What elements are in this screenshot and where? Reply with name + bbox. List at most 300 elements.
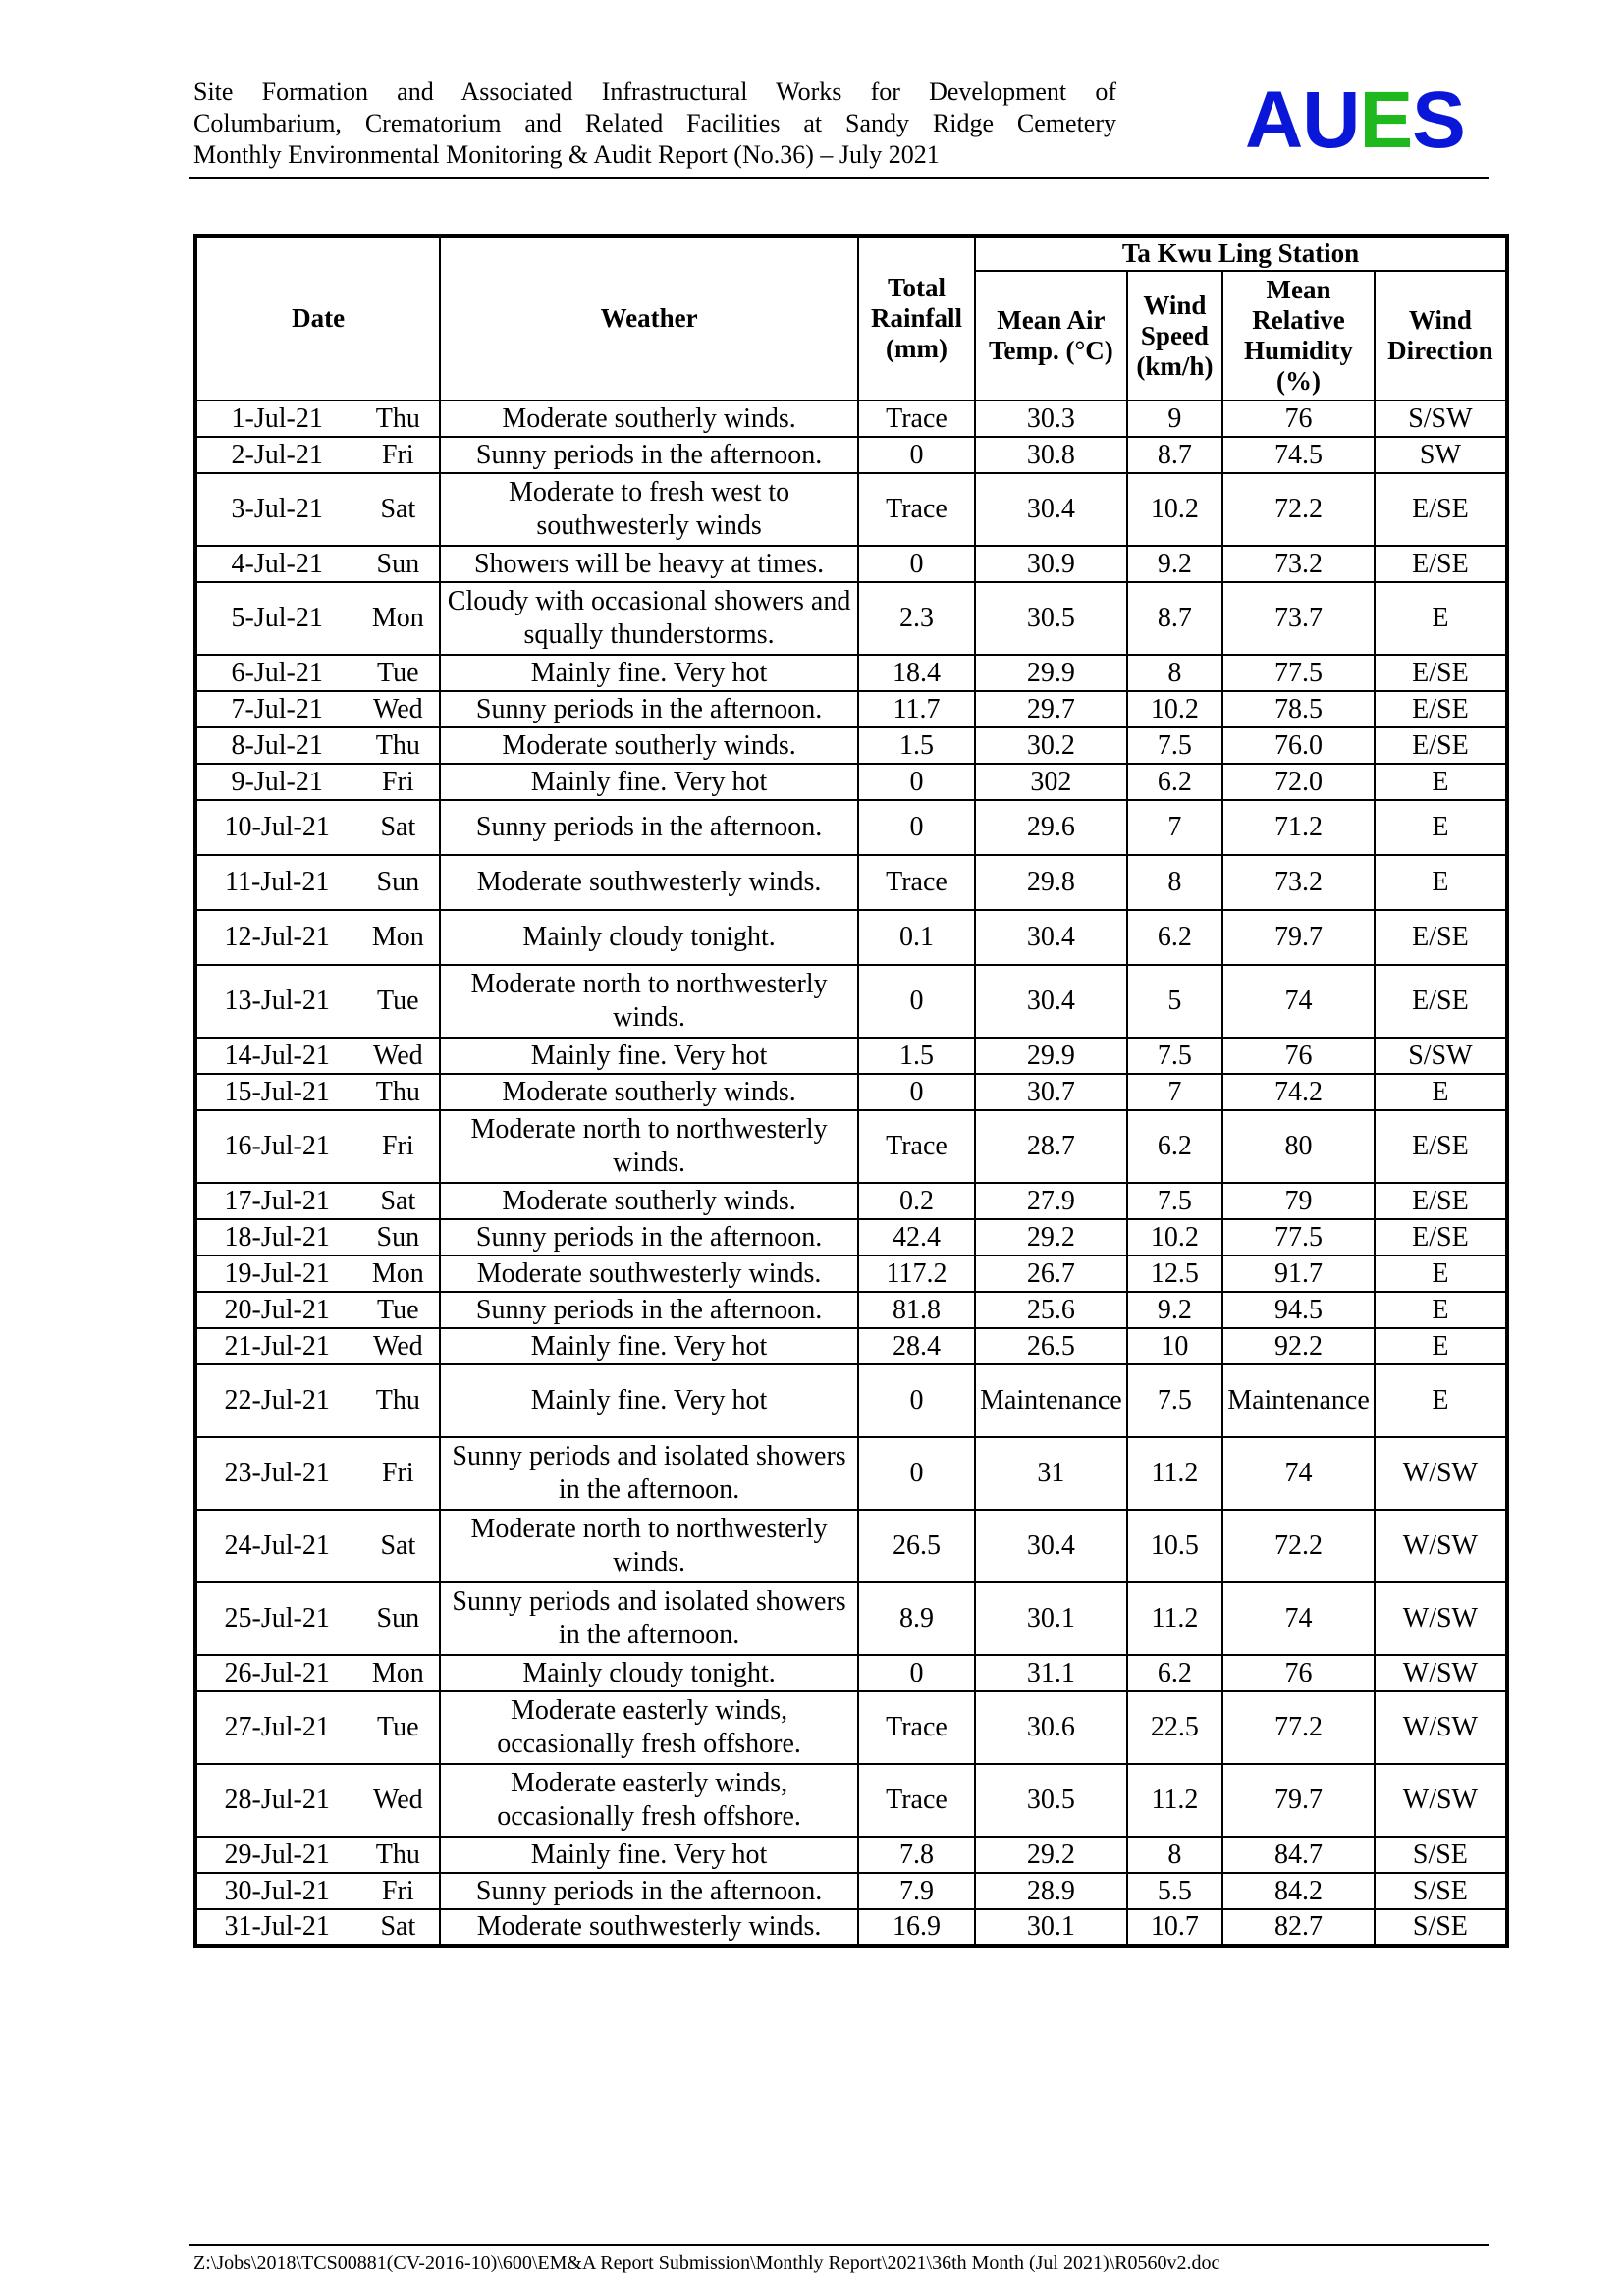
- wind-direction-cell: S/SE: [1375, 1837, 1507, 1873]
- wind-speed-cell: 9.2: [1127, 546, 1223, 582]
- day-cell: Sun: [356, 1582, 440, 1655]
- wind-direction-cell: E: [1375, 764, 1507, 800]
- weather-cell: Cloudy with occasional showers and squally thunderstorms.: [440, 582, 858, 655]
- date-cell: 17-Jul-21: [195, 1183, 356, 1219]
- wind-speed-cell: 9: [1127, 400, 1223, 437]
- rainfall-cell: 0.1: [858, 910, 975, 965]
- date-cell: 6-Jul-21: [195, 655, 356, 691]
- temp-cell: 30.4: [975, 1510, 1127, 1582]
- table-body: [195, 400, 1507, 1946]
- weather-cell: Mainly fine. Very hot: [440, 655, 858, 691]
- rainfall-cell: 0: [858, 1364, 975, 1437]
- wind-speed-cell: 6.2: [1127, 1655, 1223, 1691]
- rainfall-cell: 0: [858, 437, 975, 473]
- day-cell: Tue: [356, 655, 440, 691]
- header-line-3: Monthly Environmental Monitoring & Audit Report (No.36) – July 2021: [193, 140, 940, 169]
- temp-cell: 30.1: [975, 1909, 1127, 1946]
- date-cell: 9-Jul-21: [195, 764, 356, 800]
- temp-cell: 30.4: [975, 473, 1127, 546]
- wind-speed-cell: 10.2: [1127, 691, 1223, 727]
- header-line-2: Columbarium, Crematorium and Related Facilities at Sandy Ridge Cemetery: [193, 109, 1116, 137]
- wind-direction-cell: W/SW: [1375, 1691, 1507, 1764]
- weather-cell: Mainly cloudy tonight.: [440, 910, 858, 965]
- header-line-1: Site Formation and Associated Infrastructural Works for Development of: [193, 78, 1116, 106]
- weather-cell: Moderate southerly winds.: [440, 1074, 858, 1110]
- table-row: [195, 1691, 1507, 1764]
- wind-direction-cell: S/SE: [1375, 1873, 1507, 1909]
- wind-speed-cell: 10.2: [1127, 473, 1223, 546]
- date-cell: 14-Jul-21: [195, 1038, 356, 1074]
- rainfall-cell: 0: [858, 965, 975, 1038]
- day-cell: Mon: [356, 1255, 440, 1292]
- weather-cell: Sunny periods and isolated showers in the afternoon.: [440, 1582, 858, 1655]
- temp-cell: 30.7: [975, 1074, 1127, 1110]
- wind-direction-cell: E: [1375, 1074, 1507, 1110]
- day-cell: Sun: [356, 855, 440, 910]
- humidity-cell: 84.7: [1222, 1837, 1375, 1873]
- rainfall-cell: 11.7: [858, 691, 975, 727]
- table-row: [195, 1255, 1507, 1292]
- weather-cell: Sunny periods in the afternoon.: [440, 1219, 858, 1255]
- day-cell: Sat: [356, 1909, 440, 1946]
- temp-cell: 29.6: [975, 800, 1127, 855]
- temp-cell: 30.4: [975, 965, 1127, 1038]
- temp-cell: 26.7: [975, 1255, 1127, 1292]
- wind-direction-cell: W/SW: [1375, 1764, 1507, 1837]
- date-cell: 27-Jul-21: [195, 1691, 356, 1764]
- day-cell: Mon: [356, 1655, 440, 1691]
- humidity-cell: 76.0: [1222, 727, 1375, 764]
- wind-speed-cell: 12.5: [1127, 1255, 1223, 1292]
- date-cell: 12-Jul-21: [195, 910, 356, 965]
- day-cell: Sat: [356, 1183, 440, 1219]
- wind-direction-cell: E/SE: [1375, 1110, 1507, 1183]
- humidity-cell: 78.5: [1222, 691, 1375, 727]
- wind-speed-cell: 11.2: [1127, 1437, 1223, 1510]
- rainfall-cell: Trace: [858, 1691, 975, 1764]
- temp-cell: 29.2: [975, 1219, 1127, 1255]
- table-row: [195, 1292, 1507, 1328]
- logo-part-au: AU: [1245, 76, 1360, 165]
- date-cell: 19-Jul-21: [195, 1255, 356, 1292]
- wind-speed-cell: 10.5: [1127, 1510, 1223, 1582]
- logo-part-e: E: [1359, 76, 1413, 165]
- date-cell: 8-Jul-21: [195, 727, 356, 764]
- table-row: [195, 691, 1507, 727]
- table-row: [195, 400, 1507, 437]
- humidity-cell: 74.5: [1222, 437, 1375, 473]
- temp-cell: 28.7: [975, 1110, 1127, 1183]
- humidity-cell: 72.0: [1222, 764, 1375, 800]
- rainfall-cell: Trace: [858, 1764, 975, 1837]
- wind-direction-cell: E/SE: [1375, 655, 1507, 691]
- header-wind-speed: Wind Speed (km/h): [1127, 271, 1223, 400]
- rainfall-cell: 7.9: [858, 1873, 975, 1909]
- weather-cell: Sunny periods in the afternoon.: [440, 1292, 858, 1328]
- weather-cell: Moderate to fresh west to southwesterly winds: [440, 473, 858, 546]
- wind-speed-cell: 6.2: [1127, 764, 1223, 800]
- wind-speed-cell: 10.2: [1127, 1219, 1223, 1255]
- weather-cell: Mainly fine. Very hot: [440, 1364, 858, 1437]
- humidity-cell: 73.2: [1222, 855, 1375, 910]
- weather-cell: Moderate north to northwesterly winds.: [440, 965, 858, 1038]
- humidity-cell: 79: [1222, 1183, 1375, 1219]
- rainfall-cell: 16.9: [858, 1909, 975, 1946]
- date-cell: 3-Jul-21: [195, 473, 356, 546]
- weather-cell: Moderate north to northwesterly winds.: [440, 1510, 858, 1582]
- day-cell: Thu: [356, 1837, 440, 1873]
- rainfall-cell: 1.5: [858, 1038, 975, 1074]
- table-header: [195, 236, 1507, 400]
- wind-speed-cell: 9.2: [1127, 1292, 1223, 1328]
- wind-direction-cell: E/SE: [1375, 473, 1507, 546]
- day-cell: Sat: [356, 800, 440, 855]
- date-cell: 24-Jul-21: [195, 1510, 356, 1582]
- weather-cell: Moderate north to northwesterly winds.: [440, 1110, 858, 1183]
- humidity-cell: 73.7: [1222, 582, 1375, 655]
- wind-direction-cell: E: [1375, 582, 1507, 655]
- day-cell: Thu: [356, 727, 440, 764]
- humidity-cell: 79.7: [1222, 910, 1375, 965]
- rainfall-cell: 1.5: [858, 727, 975, 764]
- rainfall-cell: 117.2: [858, 1255, 975, 1292]
- wind-speed-cell: 22.5: [1127, 1691, 1223, 1764]
- wind-direction-cell: S/SE: [1375, 1909, 1507, 1946]
- header-rainfall: Total Rainfall (mm): [858, 236, 975, 400]
- weather-cell: Mainly fine. Very hot: [440, 1328, 858, 1364]
- humidity-cell: 72.2: [1222, 1510, 1375, 1582]
- rainfall-cell: 0: [858, 1074, 975, 1110]
- temp-cell: Maintenance: [975, 1364, 1127, 1437]
- table-row: [195, 1110, 1507, 1183]
- day-cell: Thu: [356, 400, 440, 437]
- rainfall-cell: 18.4: [858, 655, 975, 691]
- temp-cell: 31.1: [975, 1655, 1127, 1691]
- table-row: [195, 1655, 1507, 1691]
- table-row: [195, 1837, 1507, 1873]
- date-cell: 15-Jul-21: [195, 1074, 356, 1110]
- wind-speed-cell: 8: [1127, 655, 1223, 691]
- date-cell: 25-Jul-21: [195, 1582, 356, 1655]
- wind-speed-cell: 10: [1127, 1328, 1223, 1364]
- temp-cell: 29.2: [975, 1837, 1127, 1873]
- wind-speed-cell: 11.2: [1127, 1582, 1223, 1655]
- date-cell: 5-Jul-21: [195, 582, 356, 655]
- header-wind-direction: Wind Direction: [1375, 271, 1507, 400]
- weather-cell: Mainly fine. Very hot: [440, 764, 858, 800]
- date-cell: 2-Jul-21: [195, 437, 356, 473]
- date-cell: 29-Jul-21: [195, 1837, 356, 1873]
- rainfall-cell: 0: [858, 764, 975, 800]
- temp-cell: 30.1: [975, 1582, 1127, 1655]
- humidity-cell: 76: [1222, 1038, 1375, 1074]
- wind-direction-cell: W/SW: [1375, 1437, 1507, 1510]
- humidity-cell: 77.2: [1222, 1691, 1375, 1764]
- rainfall-cell: 28.4: [858, 1328, 975, 1364]
- weather-cell: Sunny periods in the afternoon.: [440, 691, 858, 727]
- date-cell: 16-Jul-21: [195, 1110, 356, 1183]
- day-cell: Thu: [356, 1074, 440, 1110]
- temp-cell: 30.9: [975, 546, 1127, 582]
- table-row: [195, 1510, 1507, 1582]
- temp-cell: 30.5: [975, 1764, 1127, 1837]
- humidity-cell: 72.2: [1222, 473, 1375, 546]
- day-cell: Tue: [356, 1691, 440, 1764]
- temp-cell: 29.9: [975, 655, 1127, 691]
- humidity-cell: 74: [1222, 1437, 1375, 1510]
- rainfall-cell: 42.4: [858, 1219, 975, 1255]
- wind-direction-cell: E/SE: [1375, 691, 1507, 727]
- weather-cell: Moderate southerly winds.: [440, 400, 858, 437]
- table-row: [195, 1909, 1507, 1946]
- temp-cell: 29.9: [975, 1038, 1127, 1074]
- rainfall-cell: 0.2: [858, 1183, 975, 1219]
- table-row: [195, 855, 1507, 910]
- date-cell: 26-Jul-21: [195, 1655, 356, 1691]
- table-row: [195, 1873, 1507, 1909]
- table-row: [195, 965, 1507, 1038]
- temp-cell: 27.9: [975, 1183, 1127, 1219]
- table-row: [195, 1364, 1507, 1437]
- table-row: [195, 1074, 1507, 1110]
- weather-cell: Moderate southerly winds.: [440, 727, 858, 764]
- weather-cell: Mainly cloudy tonight.: [440, 1655, 858, 1691]
- wind-direction-cell: E: [1375, 800, 1507, 855]
- table-row: [195, 1219, 1507, 1255]
- date-cell: 4-Jul-21: [195, 546, 356, 582]
- temp-cell: 29.7: [975, 691, 1127, 727]
- rainfall-cell: Trace: [858, 855, 975, 910]
- table-row: [195, 1038, 1507, 1074]
- date-cell: 31-Jul-21: [195, 1909, 356, 1946]
- logo-part-s: S: [1412, 76, 1465, 165]
- rainfall-cell: 81.8: [858, 1292, 975, 1328]
- temp-cell: 29.8: [975, 855, 1127, 910]
- weather-table: [193, 234, 1509, 1948]
- day-cell: Wed: [356, 691, 440, 727]
- date-cell: 11-Jul-21: [195, 855, 356, 910]
- rainfall-cell: 0: [858, 546, 975, 582]
- table-row: [195, 1582, 1507, 1655]
- header-temp: Mean Air Temp. (°C): [975, 271, 1127, 400]
- wind-speed-cell: 6.2: [1127, 910, 1223, 965]
- table-row: [195, 910, 1507, 965]
- table-row: [195, 800, 1507, 855]
- wind-direction-cell: E/SE: [1375, 910, 1507, 965]
- table-row: [195, 764, 1507, 800]
- wind-speed-cell: 7.5: [1127, 1183, 1223, 1219]
- wind-direction-cell: E: [1375, 855, 1507, 910]
- weather-cell: Mainly fine. Very hot: [440, 1038, 858, 1074]
- humidity-cell: 94.5: [1222, 1292, 1375, 1328]
- day-cell: Mon: [356, 910, 440, 965]
- weather-cell: Mainly fine. Very hot: [440, 1837, 858, 1873]
- weather-cell: Moderate southwesterly winds.: [440, 1909, 858, 1946]
- rainfall-cell: Trace: [858, 473, 975, 546]
- wind-direction-cell: E/SE: [1375, 727, 1507, 764]
- humidity-cell: 71.2: [1222, 800, 1375, 855]
- wind-speed-cell: 5.5: [1127, 1873, 1223, 1909]
- table-row: [195, 546, 1507, 582]
- weather-cell: Showers will be heavy at times.: [440, 546, 858, 582]
- temp-cell: 302: [975, 764, 1127, 800]
- humidity-cell: 77.5: [1222, 655, 1375, 691]
- wind-direction-cell: E/SE: [1375, 1183, 1507, 1219]
- weather-cell: Moderate easterly winds, occasionally fresh offshore.: [440, 1764, 858, 1837]
- table-row: [195, 1328, 1507, 1364]
- temp-cell: 30.6: [975, 1691, 1127, 1764]
- date-cell: 21-Jul-21: [195, 1328, 356, 1364]
- date-cell: 20-Jul-21: [195, 1292, 356, 1328]
- temp-cell: 31: [975, 1437, 1127, 1510]
- rainfall-cell: Trace: [858, 1110, 975, 1183]
- table-row: [195, 1437, 1507, 1510]
- header-date: Date: [195, 236, 440, 400]
- day-cell: Thu: [356, 1364, 440, 1437]
- day-cell: Fri: [356, 764, 440, 800]
- day-cell: Wed: [356, 1764, 440, 1837]
- wind-speed-cell: 10.7: [1127, 1909, 1223, 1946]
- wind-speed-cell: 8: [1127, 855, 1223, 910]
- day-cell: Wed: [356, 1328, 440, 1364]
- wind-speed-cell: 8: [1127, 1837, 1223, 1873]
- wind-direction-cell: SW: [1375, 437, 1507, 473]
- humidity-cell: 77.5: [1222, 1219, 1375, 1255]
- date-cell: 22-Jul-21: [195, 1364, 356, 1437]
- temp-cell: 26.5: [975, 1328, 1127, 1364]
- table-row: [195, 727, 1507, 764]
- table-row: [195, 437, 1507, 473]
- wind-speed-cell: 7: [1127, 800, 1223, 855]
- rainfall-cell: 26.5: [858, 1510, 975, 1582]
- table-row: [195, 1764, 1507, 1837]
- weather-cell: Sunny periods and isolated showers in the afternoon.: [440, 1437, 858, 1510]
- day-cell: Fri: [356, 437, 440, 473]
- wind-direction-cell: E/SE: [1375, 965, 1507, 1038]
- humidity-cell: Maintenance: [1222, 1364, 1375, 1437]
- humidity-cell: 74.2: [1222, 1074, 1375, 1110]
- temp-cell: 30.3: [975, 400, 1127, 437]
- header-weather: Weather: [440, 236, 858, 400]
- header-station: Ta Kwu Ling Station: [975, 236, 1507, 271]
- wind-direction-cell: E: [1375, 1328, 1507, 1364]
- day-cell: Tue: [356, 1292, 440, 1328]
- date-cell: 23-Jul-21: [195, 1437, 356, 1510]
- wind-speed-cell: 11.2: [1127, 1764, 1223, 1837]
- temp-cell: 30.2: [975, 727, 1127, 764]
- report-header: [193, 77, 1116, 171]
- wind-direction-cell: S/SW: [1375, 1038, 1507, 1074]
- weather-cell: Moderate southwesterly winds.: [440, 855, 858, 910]
- rainfall-cell: 8.9: [858, 1582, 975, 1655]
- day-cell: Tue: [356, 965, 440, 1038]
- date-cell: 13-Jul-21: [195, 965, 356, 1038]
- rainfall-cell: Trace: [858, 400, 975, 437]
- temp-cell: 30.8: [975, 437, 1127, 473]
- rainfall-cell: 0: [858, 1437, 975, 1510]
- humidity-cell: 74: [1222, 965, 1375, 1038]
- footer-file-path: Z:\Jobs\2018\TCS00881(CV-2016-10)\600\EM&A Report Submission\Monthly Report\2021\36th Month (Jul 2021)\R0560v2.doc: [193, 2252, 1220, 2273]
- wind-speed-cell: 6.2: [1127, 1110, 1223, 1183]
- humidity-cell: 76: [1222, 1655, 1375, 1691]
- header-divider: [189, 177, 1489, 179]
- wind-direction-cell: E/SE: [1375, 1219, 1507, 1255]
- wind-direction-cell: E: [1375, 1255, 1507, 1292]
- wind-speed-cell: 8.7: [1127, 582, 1223, 655]
- day-cell: Fri: [356, 1437, 440, 1510]
- wind-direction-cell: S/SW: [1375, 400, 1507, 437]
- weather-cell: Sunny periods in the afternoon.: [440, 800, 858, 855]
- weather-cell: Moderate easterly winds, occasionally fresh offshore.: [440, 1691, 858, 1764]
- weather-cell: Moderate southerly winds.: [440, 1183, 858, 1219]
- date-cell: 7-Jul-21: [195, 691, 356, 727]
- temp-cell: 30.4: [975, 910, 1127, 965]
- day-cell: Fri: [356, 1110, 440, 1183]
- day-cell: Fri: [356, 1873, 440, 1909]
- rainfall-cell: 0: [858, 1655, 975, 1691]
- humidity-cell: 91.7: [1222, 1255, 1375, 1292]
- humidity-cell: 80: [1222, 1110, 1375, 1183]
- weather-cell: Sunny periods in the afternoon.: [440, 437, 858, 473]
- day-cell: Sat: [356, 473, 440, 546]
- aues-logo: [1245, 76, 1465, 165]
- wind-direction-cell: E: [1375, 1364, 1507, 1437]
- humidity-cell: 74: [1222, 1582, 1375, 1655]
- humidity-cell: 84.2: [1222, 1873, 1375, 1909]
- temp-cell: 28.9: [975, 1873, 1127, 1909]
- weather-cell: Sunny periods in the afternoon.: [440, 1873, 858, 1909]
- wind-direction-cell: W/SW: [1375, 1510, 1507, 1582]
- day-cell: Sat: [356, 1510, 440, 1582]
- table-row: [195, 582, 1507, 655]
- wind-direction-cell: W/SW: [1375, 1655, 1507, 1691]
- wind-speed-cell: 8.7: [1127, 437, 1223, 473]
- rainfall-cell: 2.3: [858, 582, 975, 655]
- rainfall-cell: 7.8: [858, 1837, 975, 1873]
- humidity-cell: 79.7: [1222, 1764, 1375, 1837]
- wind-direction-cell: W/SW: [1375, 1582, 1507, 1655]
- wind-speed-cell: 5: [1127, 965, 1223, 1038]
- wind-speed-cell: 7.5: [1127, 1038, 1223, 1074]
- table-row: [195, 473, 1507, 546]
- wind-direction-cell: E/SE: [1375, 546, 1507, 582]
- humidity-cell: 82.7: [1222, 1909, 1375, 1946]
- day-cell: Wed: [356, 1038, 440, 1074]
- date-cell: 28-Jul-21: [195, 1764, 356, 1837]
- date-cell: 18-Jul-21: [195, 1219, 356, 1255]
- footer-divider: [189, 2244, 1489, 2246]
- temp-cell: 25.6: [975, 1292, 1127, 1328]
- header-humidity: Mean Relative Humidity (%): [1222, 271, 1375, 400]
- date-cell: 1-Jul-21: [195, 400, 356, 437]
- humidity-cell: 92.2: [1222, 1328, 1375, 1364]
- rainfall-cell: 0: [858, 800, 975, 855]
- date-cell: 10-Jul-21: [195, 800, 356, 855]
- wind-speed-cell: 7.5: [1127, 727, 1223, 764]
- table-row: [195, 655, 1507, 691]
- wind-direction-cell: E: [1375, 1292, 1507, 1328]
- wind-speed-cell: 7.5: [1127, 1364, 1223, 1437]
- weather-cell: Moderate southwesterly winds.: [440, 1255, 858, 1292]
- humidity-cell: 73.2: [1222, 546, 1375, 582]
- date-cell: 30-Jul-21: [195, 1873, 356, 1909]
- day-cell: Mon: [356, 582, 440, 655]
- day-cell: Sun: [356, 546, 440, 582]
- humidity-cell: 76: [1222, 400, 1375, 437]
- table-row: [195, 1183, 1507, 1219]
- day-cell: Sun: [356, 1219, 440, 1255]
- wind-speed-cell: 7: [1127, 1074, 1223, 1110]
